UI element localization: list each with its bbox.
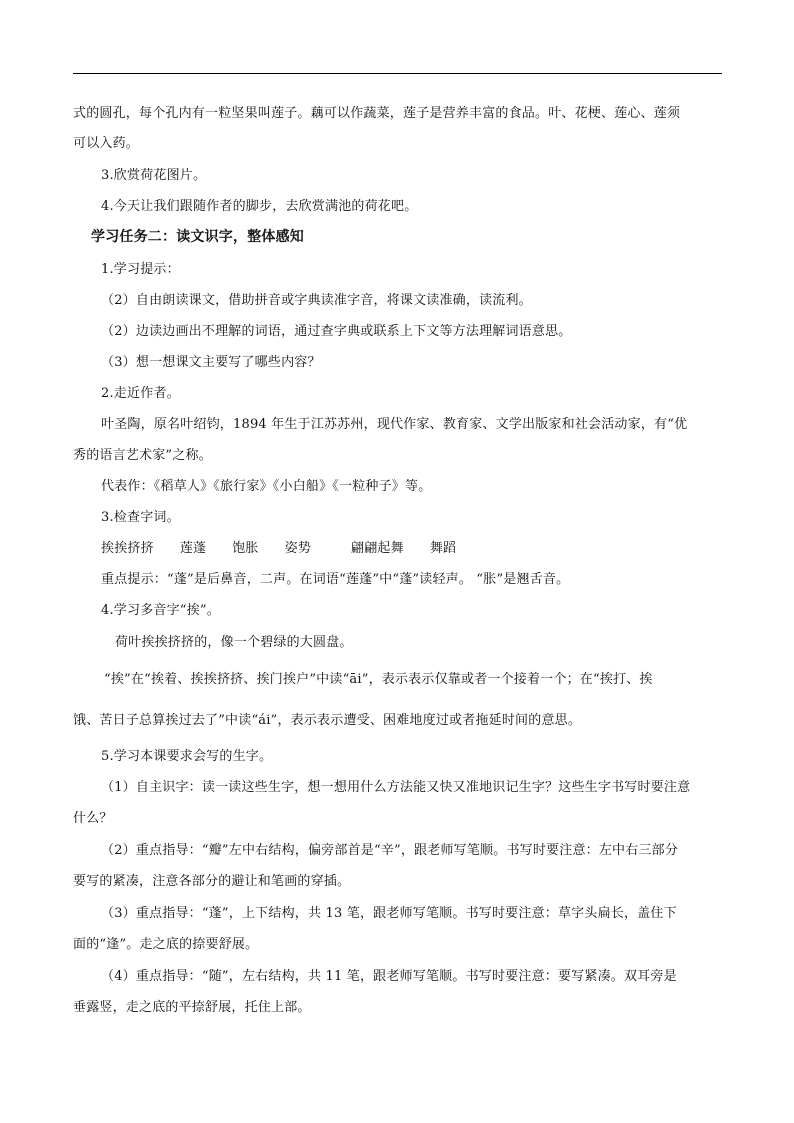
paragraph-line: 秀的语言艺术家”之称。: [73, 448, 212, 463]
list-item: （3）想一想课文主要写了哪些内容？: [101, 355, 321, 370]
word-item: 舞蹈: [429, 541, 457, 556]
word-item: 莲蓬: [179, 541, 207, 556]
word-item: 饱胀: [232, 541, 259, 556]
list-item: （1）自主识字：读一读这些生字，想一想用什么方法能又快又准地识记生字？这些生字书写时要注意: [101, 780, 691, 795]
list-item: （3）重点指导：“蓬”，上下结构，共 13 笔，跟老师写笔顺。书写时要注意：草字头扁长，盖住下: [101, 906, 677, 921]
word-item: 翩翩起舞: [351, 541, 404, 556]
word-item: 挨挨挤挤: [101, 541, 154, 556]
paragraph-line: 代表作：《稻草人》《旅行家》《小白船》《一粒种子》等。: [101, 479, 432, 494]
step-item: 4.今天让我们跟随作者的脚步，去欣赏满池的荷花吧。: [101, 199, 418, 214]
word-item: 姿势: [284, 541, 312, 556]
header-rule: [73, 73, 722, 74]
list-item: （2）边读边画出不理解的词语，通过查字典或联系上下文等方法理解词语意思。: [101, 324, 572, 339]
section-heading: 学习任务二：读文识字，整体感知: [91, 229, 304, 245]
word-list: [101, 541, 456, 557]
step-item: 4.学习多音字“挨”。: [101, 603, 220, 618]
paragraph-line: 要写的紧凑，注意各部分的避让和笔画的穿插。: [73, 874, 351, 889]
paragraph-line: 叶圣陶，原名叶绍钧，1894 年生于江苏苏州，现代作家、教育家、文学出版家和社会活动家，有“优: [101, 417, 688, 432]
list-item: （2）自由朗读课文，借助拼音或字典读准字音，将课文读准确，读流利。: [101, 293, 532, 308]
paragraph-line: 饿、苦日子总算挨过去了”中读“ái”，表示表示遭受、困难地度过或者拖延时间的意思。: [73, 713, 582, 728]
step-item: 3.检查字词。: [101, 510, 180, 525]
paragraph-line: 垂露竖，走之底的平捺舒展，托住上部。: [73, 1000, 311, 1015]
step-item: 2.走近作者。: [101, 386, 180, 401]
paragraph-line: 面的“逢”。走之底的捺要舒展。: [73, 937, 259, 952]
paragraph-line: 式的圆孔，每个孔内有一粒坚果叫莲子。藕可以作蔬菜，莲子是营养丰富的食品。叶、花梗、莲心、莲须: [73, 106, 681, 121]
paragraph-line: “挨”在“挨着、挨挨挤挤、挨门挨户”中读“āi”，表示表示仅靠或者一个接着一个；在“挨打、挨: [104, 672, 653, 687]
list-item: （4）重点指导：“随”，左右结构，共 11 笔，跟老师写笔顺。书写时要注意：要写紧凑。双耳旁是: [101, 969, 677, 984]
paragraph-line: 什么？: [73, 811, 113, 826]
example-sentence: 荷叶挨挨挤挤的，像一个碧绿的大圆盘。: [115, 635, 353, 650]
step-item: 3.欣赏荷花图片。: [101, 168, 207, 183]
step-item: 1.学习提示：: [101, 262, 180, 277]
list-item: （2）重点指导：“瓣”左中右结构，偏旁部首是“辛”，跟老师写笔顺。书写时要注意：左中右三部分: [101, 843, 679, 858]
step-item: 5.学习本课要求会写的生字。: [101, 749, 273, 764]
paragraph-line: 可以入药。: [73, 136, 140, 151]
paragraph-line: 重点提示：“蓬”是后鼻音，二声。在词语“莲蓬”中“蓬”读轻声。 “胀”是翘舌音。: [101, 572, 570, 587]
